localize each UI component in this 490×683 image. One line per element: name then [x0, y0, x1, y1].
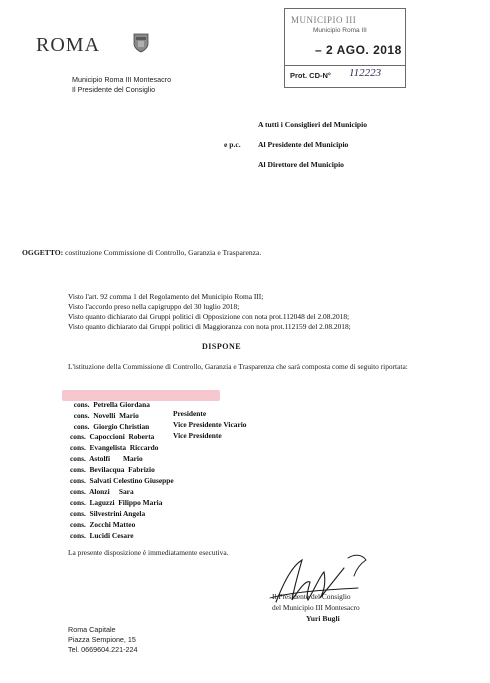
member-row: cons. Evangelista Riccardo [70, 443, 159, 452]
signature-municipio: del Municipio III Montesacro [272, 603, 360, 612]
visto-line: Visto quanto dichiarato dai Gruppi politici di Maggioranza con nota prot.112159 del 2.08.2018; [68, 322, 351, 331]
member-row: cons. Bevilacqua Fabrizio [70, 465, 155, 474]
footer-entity: Roma Capitale [68, 625, 116, 634]
recipient-president: Al Presidente del Municipio [258, 140, 349, 149]
member-row: cons. Lucidi Cesare [70, 531, 134, 540]
stamp-date: – 2 AGO. 2018 [315, 43, 402, 57]
footer-phone: Tel. 0669604.221-224 [68, 645, 138, 654]
member-row: cons. Alonzi Sara [70, 487, 134, 496]
visto-line: Visto l'art. 92 comma 1 del Regolamento del Municipio Roma III; [68, 292, 264, 301]
protocol-stamp [284, 8, 406, 88]
officer-name: cons. Petrella Giordana [73, 400, 150, 409]
roma-crest-icon [133, 33, 149, 53]
subject-label: OGGETTO: [22, 248, 64, 257]
signature-name: Yuri Bugli [306, 614, 340, 623]
stamp-header: MUNICIPIO III [291, 15, 357, 25]
footer-address [68, 625, 138, 655]
recipient-councillors: A tutti i Consiglieri del Municipio [258, 120, 368, 129]
stamp-prot-number: 112223 [349, 67, 382, 79]
visto-line: Visto l'accordo preso nella capigruppo del 30 luglio 2018; [68, 302, 240, 311]
recipient-director: Al Direttore del Municipio [258, 160, 344, 169]
intro-paragraph: L'istituzione della Commissione di Controllo, Garanzia e Trasparenza che sarà composta come di seguito riportata: [68, 362, 408, 371]
recipient-ep-label: e p.c. [224, 140, 241, 149]
stamp-divider [285, 65, 405, 66]
member-row: cons. Astolfi Mario [70, 454, 143, 463]
handwritten-signature-icon [262, 552, 386, 610]
member-row: cons. Laguzzi Filippo Maria [70, 498, 163, 507]
stamp-subtitle: Municipio Roma III [313, 27, 367, 34]
member-row: cons. Zocchi Matteo [70, 520, 136, 529]
subject-line [22, 248, 261, 257]
member-row: cons. Silvestrini Angela [70, 509, 146, 518]
officer-name: cons. Giorgio Christian [73, 422, 150, 431]
member-row: cons. Salvati Celestino Giuseppe [70, 476, 174, 485]
stamp-prot-label: Prot. CD-N° [290, 71, 331, 80]
officer-role: Vice Presidente Vicario [173, 420, 247, 429]
office-president: Il Presidente del Consiglio [72, 84, 156, 94]
visto-line: Visto quanto dichiarato dai Gruppi politici di Opposizione con nota prot.112048 del 2.08.2018; [68, 312, 350, 321]
office-block [72, 75, 171, 94]
roma-logo-text: ROMA [36, 34, 101, 56]
signature-title: Il Presidente del Consiglio [272, 592, 351, 601]
office-municipio: Municipio Roma III Montesacro [72, 75, 172, 84]
officer-role: Presidente [173, 409, 207, 418]
member-row: cons. Capoccioni Roberta [70, 432, 155, 441]
officer-role: Vice Presidente [173, 431, 222, 440]
execution-note: La presente disposizione è immediatamente esecutiva. [68, 548, 229, 557]
subject-text: costituzione Commissione di Controllo, Garanzia e Trasparenza. [65, 248, 262, 257]
dispone-heading: DISPONE [202, 342, 242, 351]
officer-name: cons. Novelli Mario [73, 411, 139, 420]
footer-street: Piazza Sempione, 15 [68, 635, 136, 644]
